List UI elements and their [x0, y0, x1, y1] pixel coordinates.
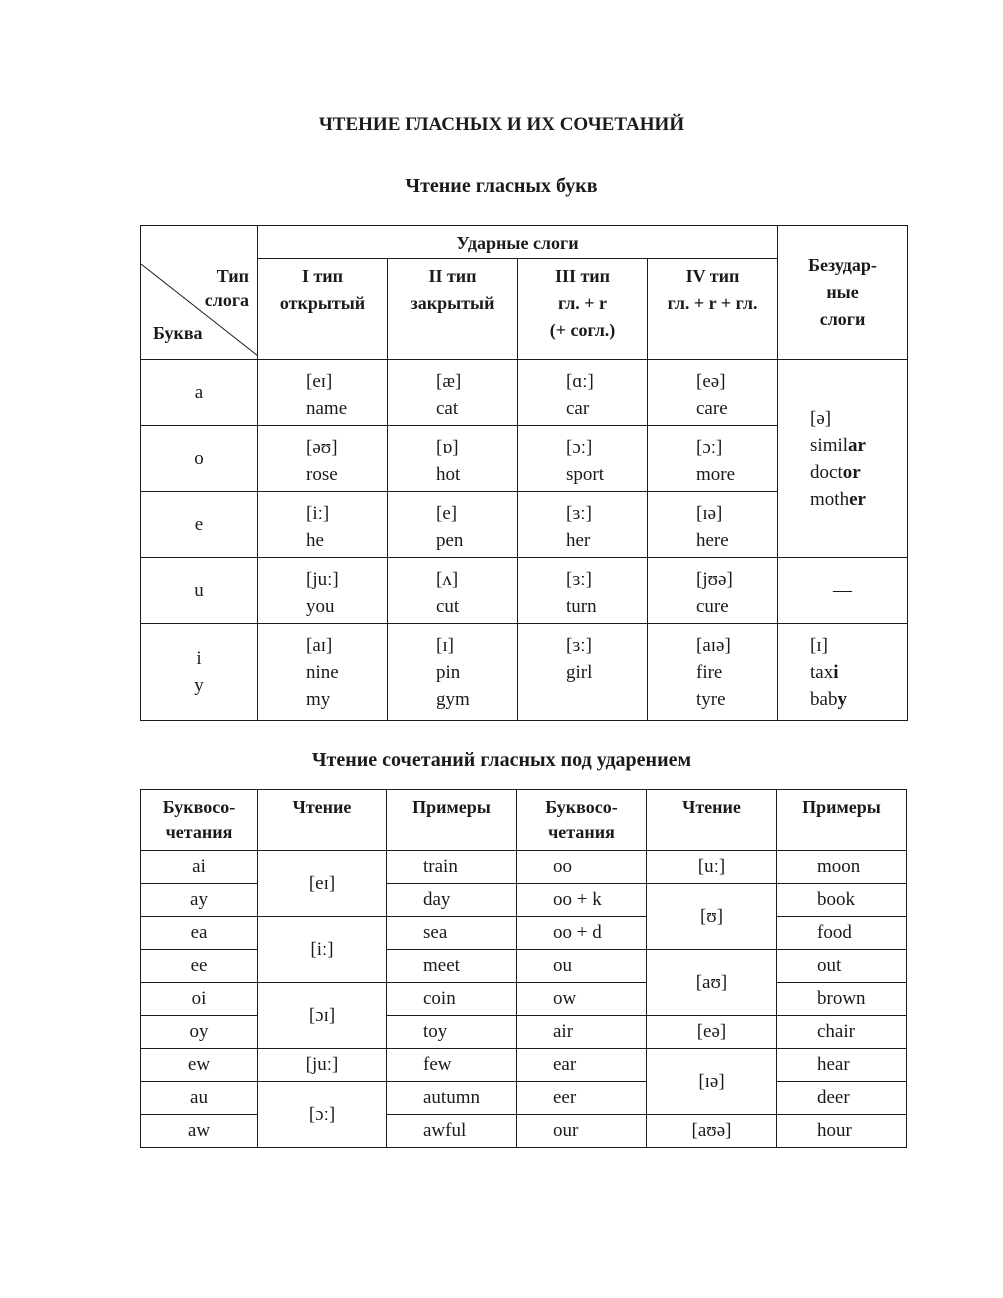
- example: hour: [777, 1115, 907, 1148]
- transcription: [aɪə]: [696, 635, 731, 656]
- header-examples-right: Примеры: [777, 790, 907, 851]
- example-word: tyre: [696, 689, 726, 710]
- unstressed-header-line: слоги: [819, 309, 866, 329]
- combo: oi: [141, 983, 258, 1016]
- header-reading-right: Чтение: [647, 790, 777, 851]
- example: meet: [387, 950, 517, 983]
- combo: oy: [141, 1016, 258, 1049]
- row-letter: u: [141, 558, 258, 624]
- transcription: [ɪ]: [810, 635, 828, 656]
- table-row: [141, 360, 908, 426]
- type-header-1: [258, 259, 388, 360]
- reading-cell: [518, 492, 648, 558]
- combo: ai: [141, 851, 258, 884]
- reading: [juː]: [258, 1049, 387, 1082]
- word-stem: bab: [810, 689, 838, 710]
- table-row: [141, 558, 908, 624]
- reading: [ɪə]: [647, 1049, 777, 1115]
- transcription: [ɜː]: [566, 569, 592, 590]
- letter-i: i: [196, 648, 202, 669]
- example-word: [810, 459, 907, 486]
- word-stem: simil: [810, 434, 849, 456]
- example: chair: [777, 1016, 907, 1049]
- combo: au: [141, 1082, 258, 1115]
- reading-cell: [258, 492, 388, 558]
- example: book: [777, 884, 907, 917]
- unstressed-header-line: Безудар-: [808, 255, 877, 275]
- corner-letter-label: Буква: [153, 323, 203, 343]
- reading: [aʊ]: [647, 950, 777, 1016]
- example-word: sport: [566, 464, 604, 485]
- reading-cell: [648, 360, 778, 426]
- table-row: [141, 884, 907, 917]
- word-stem: tax: [810, 662, 834, 683]
- example-word: cat: [436, 398, 459, 419]
- page-title: ЧТЕНИЕ ГЛАСНЫХ И ИХ СОЧЕТАНИЙ: [318, 114, 685, 135]
- transcription: [ɪə]: [696, 503, 723, 524]
- reading-cell: [518, 360, 648, 426]
- type-header-line: III тип: [554, 266, 611, 286]
- transcription: [iː]: [306, 503, 330, 524]
- example-word: [810, 432, 907, 459]
- header-examples-left: Примеры: [387, 790, 517, 851]
- unstressed-header-line: ные: [826, 282, 859, 302]
- type-header-line: IV тип: [685, 266, 740, 286]
- type-header-line: гл. + r + гл.: [667, 293, 758, 313]
- type-header-line: II тип: [428, 266, 477, 286]
- example: food: [777, 917, 907, 950]
- transcription: [æ]: [436, 371, 462, 392]
- transcription: [aɪ]: [306, 635, 333, 656]
- example-word: fire: [696, 662, 723, 683]
- reading-cell: [258, 426, 388, 492]
- transcription: [eɪ]: [306, 371, 333, 392]
- example-word: name: [306, 398, 348, 419]
- word-ending: y: [837, 689, 847, 710]
- word-ending: i: [833, 662, 839, 683]
- reading: [aʊə]: [647, 1115, 777, 1148]
- reading-cell: [518, 624, 648, 721]
- vowel-combinations-table: [140, 789, 907, 1148]
- example: day: [387, 884, 517, 917]
- table-header-row: [141, 790, 907, 851]
- reading: [eə]: [647, 1016, 777, 1049]
- example-word: here: [696, 530, 729, 551]
- transcription: [ɜː]: [566, 635, 592, 656]
- example-word: more: [696, 464, 736, 485]
- section-title-vowel-letters: Чтение гласных букв: [405, 175, 598, 197]
- combo: eer: [517, 1082, 647, 1115]
- row-letter: a: [141, 360, 258, 426]
- reading-cell: [388, 492, 518, 558]
- example-word: pin: [436, 662, 461, 683]
- header-line: Буквосо-: [545, 797, 618, 817]
- stressed-syllables-header: Ударные слоги: [258, 226, 778, 259]
- type-header-line: гл. + r: [557, 293, 608, 313]
- example: few: [387, 1049, 517, 1082]
- reading-cell: [258, 360, 388, 426]
- header-line: четания: [548, 822, 615, 842]
- row-letter: [141, 624, 258, 721]
- example-word: you: [306, 596, 335, 617]
- table-row: [141, 624, 908, 721]
- reading-cell: [648, 492, 778, 558]
- example-word: rose: [306, 464, 338, 485]
- table-row: [141, 950, 907, 983]
- type-header-line: (+ согл.): [549, 320, 616, 340]
- transcription: [juː]: [306, 569, 339, 590]
- reading: [iː]: [258, 917, 387, 983]
- combo: ou: [517, 950, 647, 983]
- corner-syllable-label: слога: [204, 290, 249, 310]
- section-title-vowel-combinations: Чтение сочетаний гласных под ударением: [311, 749, 692, 771]
- example-word: turn: [566, 596, 597, 617]
- combo: ow: [517, 983, 647, 1016]
- transcription: [ɪ]: [436, 635, 454, 656]
- reading-cell: [648, 624, 778, 721]
- example: brown: [777, 983, 907, 1016]
- reading: [eɪ]: [258, 851, 387, 917]
- example-word: cure: [696, 596, 729, 617]
- unstressed-cell-aoe: [778, 360, 908, 558]
- table-row: [141, 1115, 907, 1148]
- header-line: четания: [165, 822, 233, 842]
- reading-cell: [388, 426, 518, 492]
- combo: our: [517, 1115, 647, 1148]
- type-header-2: [388, 259, 518, 360]
- unstressed-cell-iy: [778, 624, 908, 721]
- header-reading-left: Чтение: [258, 790, 387, 851]
- reading: [ʊ]: [647, 884, 777, 950]
- transcription: [ɑː]: [566, 371, 594, 392]
- example-word: pen: [436, 530, 464, 551]
- word-ending: er: [849, 488, 866, 510]
- combo: oo + k: [517, 884, 647, 917]
- example: train: [387, 851, 517, 884]
- type-header-line: I тип: [301, 266, 344, 286]
- reading-cell: [518, 558, 648, 624]
- transcription: [ə]: [810, 407, 832, 429]
- reading-cell: [518, 426, 648, 492]
- example-word: [810, 486, 907, 513]
- example-word: car: [566, 398, 590, 419]
- combo: oo + d: [517, 917, 647, 950]
- example: coin: [387, 983, 517, 1016]
- reading-cell: [388, 558, 518, 624]
- transcription: [ɔː]: [696, 437, 723, 458]
- example: sea: [387, 917, 517, 950]
- table-row: [141, 1049, 907, 1082]
- example-word: hot: [436, 464, 461, 485]
- reading-cell: [388, 624, 518, 721]
- example-word: [810, 659, 907, 686]
- example: toy: [387, 1016, 517, 1049]
- example-word: my: [306, 689, 331, 710]
- type-header-4: [648, 259, 778, 360]
- combo: air: [517, 1016, 647, 1049]
- combo: oo: [517, 851, 647, 884]
- example-word: her: [566, 530, 591, 551]
- example: hear: [777, 1049, 907, 1082]
- word-stem: moth: [810, 488, 850, 510]
- row-letter: o: [141, 426, 258, 492]
- example-word: girl: [566, 662, 593, 683]
- word-ending: ar: [848, 434, 866, 456]
- table-row: [141, 983, 907, 1016]
- corner-header-cell: [141, 226, 258, 360]
- transcription: [ɜː]: [566, 503, 592, 524]
- reading: [ɔɪ]: [258, 983, 387, 1049]
- word-stem: doct: [810, 461, 843, 483]
- vowel-reading-table: [140, 225, 908, 721]
- combo: ay: [141, 884, 258, 917]
- reading: [uː]: [647, 851, 777, 884]
- reading-cell: [258, 558, 388, 624]
- letter-y: y: [194, 675, 204, 696]
- example-word: nine: [306, 662, 339, 683]
- table-row: [141, 917, 907, 950]
- example: out: [777, 950, 907, 983]
- example: autumn: [387, 1082, 517, 1115]
- corner-type-label: Тип: [216, 266, 249, 286]
- example-word: cut: [436, 596, 460, 617]
- transcription: [ʌ]: [436, 569, 459, 590]
- reading-cell: [388, 360, 518, 426]
- example-word: gym: [436, 689, 470, 710]
- example-word: care: [696, 398, 728, 419]
- combo: ee: [141, 950, 258, 983]
- type-header-line: открытый: [279, 293, 366, 313]
- combo: ear: [517, 1049, 647, 1082]
- table-row: [141, 1016, 907, 1049]
- example-word: [810, 686, 907, 713]
- unstressed-cell-u: —: [778, 558, 908, 624]
- combo: ew: [141, 1049, 258, 1082]
- table-row: [141, 851, 907, 884]
- transcription: [jʊə]: [696, 569, 733, 590]
- type-header-3: [518, 259, 648, 360]
- header-combo-left: [141, 790, 258, 851]
- example-word: he: [306, 530, 324, 551]
- combo: ea: [141, 917, 258, 950]
- transcription: [eə]: [696, 371, 726, 392]
- row-letter: e: [141, 492, 258, 558]
- reading: [ɔː]: [258, 1082, 387, 1148]
- header-combo-right: [517, 790, 647, 851]
- combo: aw: [141, 1115, 258, 1148]
- transcription: [əʊ]: [306, 437, 338, 458]
- reading-cell: [648, 426, 778, 492]
- reading-cell: [258, 624, 388, 721]
- unstressed-syllables-header: [778, 226, 908, 360]
- example: deer: [777, 1082, 907, 1115]
- transcription: [ɔː]: [566, 437, 593, 458]
- header-line: Буквосо-: [162, 797, 236, 817]
- word-ending: or: [842, 461, 861, 483]
- type-header-line: закрытый: [410, 293, 495, 313]
- transcription: [e]: [436, 503, 458, 524]
- transcription: [ɒ]: [436, 437, 459, 458]
- example: awful: [387, 1115, 517, 1148]
- table-row: [141, 1082, 907, 1115]
- reading-cell: [648, 558, 778, 624]
- example: moon: [777, 851, 907, 884]
